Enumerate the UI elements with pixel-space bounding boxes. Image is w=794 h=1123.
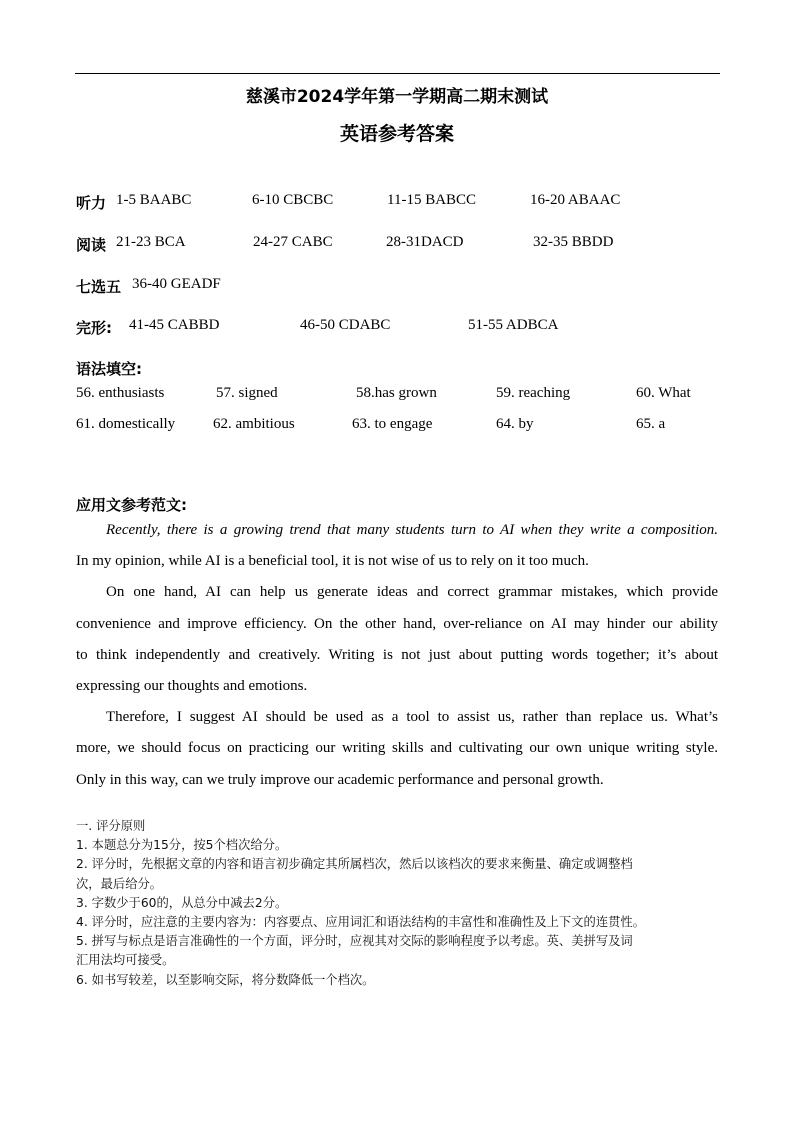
grammar-answer: 64. by [496,416,534,432]
section-label: 七选五 [76,278,122,296]
answer-group: 6-10 CBCBC [252,192,334,208]
essay-line: On one hand, AI can help us generate ideas and correct grammar mistakes, which provide [106,584,718,601]
essay-line: Recently, there is a growing trend that many students turn to AI when they write a composition. [106,522,718,538]
writing-header [0,494,794,516]
criteria-line: 汇用法均可接受。 [76,953,175,968]
grammar-header [0,358,794,380]
section-label: 完形: [76,319,112,337]
grammar-answer: 65. a [636,416,666,432]
answer-group: 46-50 CDABC [300,317,391,333]
criteria-line: 6. 如书写较差，以至影响交际，将分数降低一个档次。 [76,972,375,987]
answer-group: 28-31DACD [386,234,464,250]
essay-line: more, we should focus on practicing our writing skills and cultivating our own unique writing style. [76,740,718,757]
listening-answers [0,192,794,214]
section-label: 语法填空: [76,360,142,378]
section-label: 应用文参考范文: [76,496,187,514]
section-label: 阅读 [76,236,107,254]
scoring-criteria [76,817,721,990]
essay-line: convenience and improve efficiency. On the other hand, over-reliance on AI may hinder our ability [76,615,718,632]
cloze-answers [0,317,794,339]
essay-line: In my opinion, while AI is a beneficial tool, it is not wise of us to rely on it too much. [76,553,589,570]
essay-line: Only in this way, can we truly improve our academic performance and personal growth. [76,771,604,788]
criteria-line: 3. 字数少于60的，从总分中减去2分。 [76,895,288,910]
document-subtitle: 英语参考答案 [339,123,454,145]
grammar-row-1 [0,385,794,407]
document-title: 慈溪市2024学年第一学期高二期末测试 [245,87,549,107]
model-essay [76,518,718,799]
grammar-answer: 58.has grown [356,385,437,401]
grammar-answer: 57. signed [216,385,278,401]
grammar-answer: 63. to engage [352,416,433,432]
grammar-answer: 62. ambitious [213,416,295,432]
criteria-line: 次，最后给分。 [76,876,163,891]
criteria-line: 1. 本题总分为15分，按5个档次给分。 [76,838,288,853]
header-rule [75,73,720,74]
answer-group: 32-35 BBDD [533,234,614,250]
reading-answers [0,234,794,256]
essay-line: expressing our thoughts and emotions. [76,677,308,694]
section-label: 听力 [76,194,107,212]
seven-five-answers [0,276,794,298]
answer-group: 51-55 ADBCA [468,317,559,333]
grammar-answer: 56. enthusiasts [76,385,165,401]
answer-group: 36-40 GEADF [132,276,221,292]
criteria-line: 5. 拼写与标点是语言准确性的一个方面，评分时，应视其对交际的影响程度予以考虑。英、美拼写及词 [76,934,633,949]
grammar-row-2 [0,416,794,438]
answer-group: 1-5 BAABC [116,192,192,208]
answer-group: 41-45 CABBD [129,317,220,333]
grammar-answer: 60. What [636,385,691,401]
criteria-line: 2. 评分时，先根据文章的内容和语言初步确定其所属档次，然后以该档次的要求来衡量、确定或调整档 [76,857,633,872]
answer-group: 11-15 BABCC [387,192,477,208]
answer-group: 16-20 ABAAC [530,192,621,208]
grammar-answer: 59. reaching [496,385,571,401]
answer-group: 21-23 BCA [116,234,186,250]
essay-line: Therefore, I suggest AI should be used as a tool to assist us, rather than replace us. What’s [106,709,718,726]
criteria-line: 一. 评分原则 [76,819,146,833]
criteria-line: 4. 评分时，应注意的主要内容为：内容要点、应用词汇和语法结构的丰富性和准确性及上下文的连贯性。 [76,914,646,929]
grammar-answer: 61. domestically [76,416,176,432]
essay-line: to think independently and creatively. Writing is not just about putting words together; it’s about [76,646,718,663]
answer-group: 24-27 CABC [253,234,333,250]
